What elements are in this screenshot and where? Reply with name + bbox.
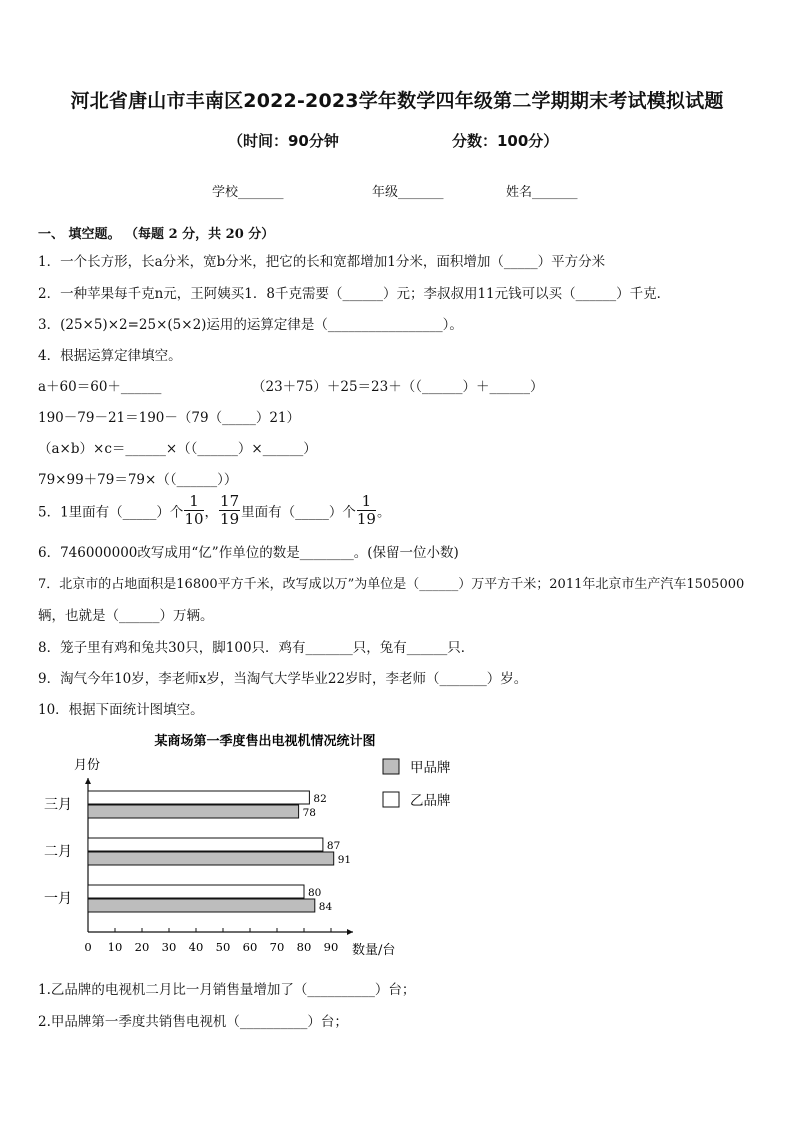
question-10: 10．根据下面统计图填空。	[38, 702, 204, 718]
fraction-2-numerator: 17	[220, 492, 240, 510]
chart-title: 某商场第一季度售出电视机情况统计图	[154, 734, 376, 749]
x-tick-label: 80	[296, 940, 312, 954]
question-4d: 79×99＋79＝79×（（______））	[38, 472, 238, 488]
x-axis-arrow	[347, 929, 353, 935]
question-5-end: 。	[376, 504, 391, 521]
x-tick-label: 90	[323, 940, 339, 954]
legend-label: 甲品牌	[410, 760, 451, 776]
school-field: 学校_______	[212, 185, 284, 200]
bar-value-label: 84	[318, 901, 333, 913]
category-label: 二月	[44, 844, 72, 860]
question-7-line-2: 辆，也就是（______）万辆。	[38, 608, 214, 624]
question-5-text-a: 5．1里面有（_____）个	[38, 504, 184, 521]
question-4b: 190－79－21＝190－（79（_____）21）	[38, 410, 300, 426]
fraction-3	[357, 494, 376, 527]
x-tick-label: 50	[215, 940, 231, 954]
question-2: 2．一种苹果每千克n元，王阿姨买1．8千克需要（______）元；李叔叔用11元钱可以买（______）千克．	[38, 286, 671, 302]
chart-legend	[383, 759, 451, 809]
x-tick-label: 10	[107, 940, 123, 954]
fraction-2	[219, 494, 240, 527]
name-field: 姓名_______	[506, 185, 578, 200]
question-5-text-b: 里面有（_____）个	[241, 504, 356, 521]
fraction-1-denominator: 10	[184, 510, 204, 528]
sub-question-2: 2.甲品牌第一季度共销售电视机（__________）台；	[38, 1014, 348, 1030]
chart-ylabel: 月份	[73, 758, 101, 773]
legend-swatch	[383, 759, 399, 774]
x-tick-label: 20	[134, 940, 150, 954]
page-title: 河北省唐山市丰南区2022-2023学年数学四年级第二学期期末考试模拟试题	[70, 90, 724, 112]
x-tick-label: 0	[84, 940, 92, 954]
exam-time: （时间：90分钟	[228, 132, 339, 150]
question-4: 4．根据运算定律填空。	[38, 348, 182, 364]
tv-sales-chart	[0, 722, 794, 972]
question-7-line-1: 7．北京市的占地面积是16800平方千米，改写成以万”为单位是（______）万平方千米；2011年北京市生产汽车1505000	[38, 577, 745, 592]
bar-value-label: 87	[326, 840, 341, 852]
bar-yi	[88, 838, 323, 851]
y-axis-arrow	[85, 778, 91, 784]
question-8: 8．笼子里有鸡和兔共30只，脚100只．鸡有_______只，兔有______只．	[38, 640, 475, 656]
question-3: 3．(25×5)×2=25×(5×2)运用的运算定律是（_________________）。	[38, 317, 463, 333]
x-tick-label: 60	[242, 940, 258, 954]
question-1: 1．一个长方形，长a分米，宽b分米，把它的长和宽都增加1分米，面积增加（_____）平方分米	[38, 254, 606, 270]
legend-swatch	[383, 792, 399, 807]
fraction-1-numerator: 1	[184, 494, 203, 511]
exam-score: 分数：100分）	[452, 132, 559, 150]
question-5-comma: ，	[204, 504, 219, 521]
fraction-3-numerator: 1	[357, 494, 376, 511]
x-tick-label: 40	[188, 940, 204, 954]
sub-question-1: 1.乙品牌的电视机二月比一月销售量增加了（__________）台；	[38, 982, 416, 998]
x-tick-label: 70	[269, 940, 285, 954]
bar-value-label: 80	[308, 887, 322, 899]
bar-value-label: 91	[337, 854, 352, 866]
question-9: 9．淘气今年10岁，李老师x岁，当淘气大学毕业22岁时，李老师（_______）岁。	[38, 671, 528, 687]
section-heading: 一、 填空题。 （每题 2 分，共 20 分）	[38, 227, 275, 242]
bar-jia	[88, 852, 334, 865]
legend-label: 乙品牌	[410, 793, 451, 809]
bar-value-label: 78	[302, 807, 316, 819]
question-4a-left: a＋60＝60＋______	[38, 379, 162, 395]
category-label: 三月	[44, 797, 72, 813]
chart-xlabel: 数量/台	[352, 943, 396, 958]
fraction-1	[184, 494, 203, 527]
bar-yi	[88, 791, 309, 804]
fraction-2-denominator: 19	[220, 510, 240, 528]
question-4a-right: （23＋75）＋25＝23＋（（______）＋______）	[252, 379, 544, 395]
category-label: 一月	[44, 891, 72, 907]
bar-value-label: 82	[313, 793, 327, 805]
bar-yi	[88, 885, 304, 898]
question-4c: （a×b）×c＝______×（（______）×______）	[38, 441, 317, 457]
fraction-3-denominator: 19	[356, 510, 376, 528]
bar-jia	[88, 805, 299, 818]
grade-field: 年级_______	[372, 185, 444, 200]
bar-jia	[88, 899, 315, 912]
question-5	[38, 494, 390, 527]
question-6: 6．746000000改写成用“亿”作单位的数是________。(保留一位小数)	[38, 545, 459, 561]
x-tick-label: 30	[161, 940, 177, 954]
